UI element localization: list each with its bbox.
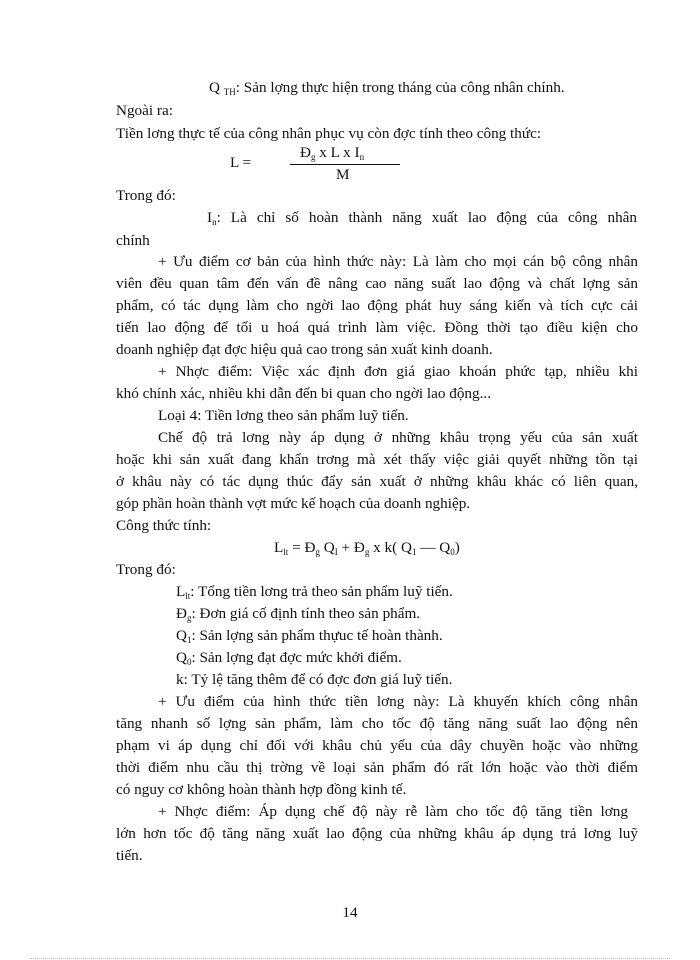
definition-q0: $Q_0$: Sản lợng đạt đợc mức khởi điểm. [176, 649, 402, 667]
formula-llt: $L_{lt}$ = $Đ_g$ $Q_I$ + $Đ_g$ x k( $Q_1$ — $Q_0$) [274, 539, 460, 557]
definition-llt: $L_{lt}$: Tổng tiền lơng trả theo sản phẩm luỹ tiến. [176, 583, 453, 601]
text-line: $I_n$: Là chỉ số hoàn thành năng xuất lao động của công nhân [207, 209, 637, 227]
text-line: Q $_{TH}$: Sản lợng thực hiện trong tháng của công nhân chính. [209, 79, 565, 97]
text-line: Trong đó: [116, 187, 176, 204]
page-divider [30, 958, 670, 959]
formula-lhs: L = [230, 154, 252, 171]
text-line: lớn hơn tốc độ tăng năng xuất lao động của những khâu áp dụng trả lơng luỹ [116, 825, 638, 842]
text-line: + Nhợc điểm: Áp dụng chế độ này rễ làm cho tốc độ tăng tiền lơng [158, 803, 628, 820]
text-line: chính [116, 232, 150, 249]
text-line: Trong đó: [116, 561, 176, 578]
text-line: Loại 4: Tiền lơng theo sản phẩm luỹ tiến. [158, 407, 409, 424]
fraction-bar [290, 164, 400, 165]
text-line: doanh nghiệp đạt đợc hiệu quả cao trong sản xuất kinh doanh. [116, 341, 493, 358]
text-line: phẩm, có tác dụng làm cho ngời lao động phát huy sáng kiến và tích cực cải [116, 297, 638, 314]
text-line: thời điểm nhu cầu thị trờng về loại sản phẩm đó rất lớn hoặc vào thời điểm [116, 759, 638, 776]
definition-q1: $Q_1$: Sản lợng sản phẩm thựuc tế hoàn thành. [176, 627, 443, 645]
text-line: ở khâu này có tác dụng thúc đẩy sản xuất ở những khâu khác có liên quan, [116, 473, 638, 490]
text-line: tiến lao động để tối u hoá quá trình làm việc. Đồng thời tạo điều kiện cho [116, 319, 638, 336]
formula-denominator: M [336, 166, 350, 183]
qth-definition: Sản lợng thực hiện trong tháng của công nhân chính. [243, 79, 565, 96]
text-line: khó chính xác, nhiều khi dẫn đến bi quan cho ngời lao động... [116, 385, 491, 402]
page-number: 14 [342, 904, 358, 921]
definition-dg: $Đ_g$: Đơn giá cố định tính theo sản phẩm. [176, 605, 421, 623]
text-line: có nguy cơ không hoàn thành hợp đồng kinh tế. [116, 781, 407, 798]
text-line: tăng nhanh số lợng sản phẩm, làm cho tốc độ tăng năng suất lao động nên [116, 715, 638, 732]
text-line: phạm vi áp dụng chỉ đối với khâu chủ yếu của dây chuyền hoặc vào những [116, 737, 638, 754]
text-line: Ngoài ra: [116, 102, 173, 119]
text-line: tiến. [116, 847, 143, 864]
text-line: Công thức tính: [116, 517, 212, 534]
text-line: Chế độ trả lơng này áp dụng ở những khâu trọng yếu của sản xuất [158, 429, 638, 446]
text-line: + Ưu điểm của hình thức tiền lơng này: Là khuyến khích công nhân [158, 693, 638, 710]
formula-numerator: $Đ_g$ x L x $I_n$ [300, 144, 365, 162]
text-line: + Nhợc điểm: Việc xác định đơn giá giao khoán phức tạp, nhiều khi [158, 363, 638, 380]
text-line: hoặc khi sản xuất đang khẩn trơng mà xét thấy việc giải quyết những tồn tại [116, 451, 638, 468]
definition-k: k: Tỷ lệ tăng thêm để có đợc đơn giá luỹ tiến. [176, 671, 453, 688]
text-line: góp phần hoàn thành vợt mức kế hoạch của doanh nghiệp. [116, 495, 471, 512]
text-line: Tiền lơng thực tế của công nhân phục vụ còn đợc tính theo công thức: [116, 125, 542, 142]
text-line: viên đều quan tâm đến vấn đề nâng cao năng suất lao động và chất lợng sản [116, 275, 638, 292]
text-line: + Ưu điểm cơ bản của hình thức này: Là làm cho mọi cán bộ công nhân [158, 253, 638, 270]
